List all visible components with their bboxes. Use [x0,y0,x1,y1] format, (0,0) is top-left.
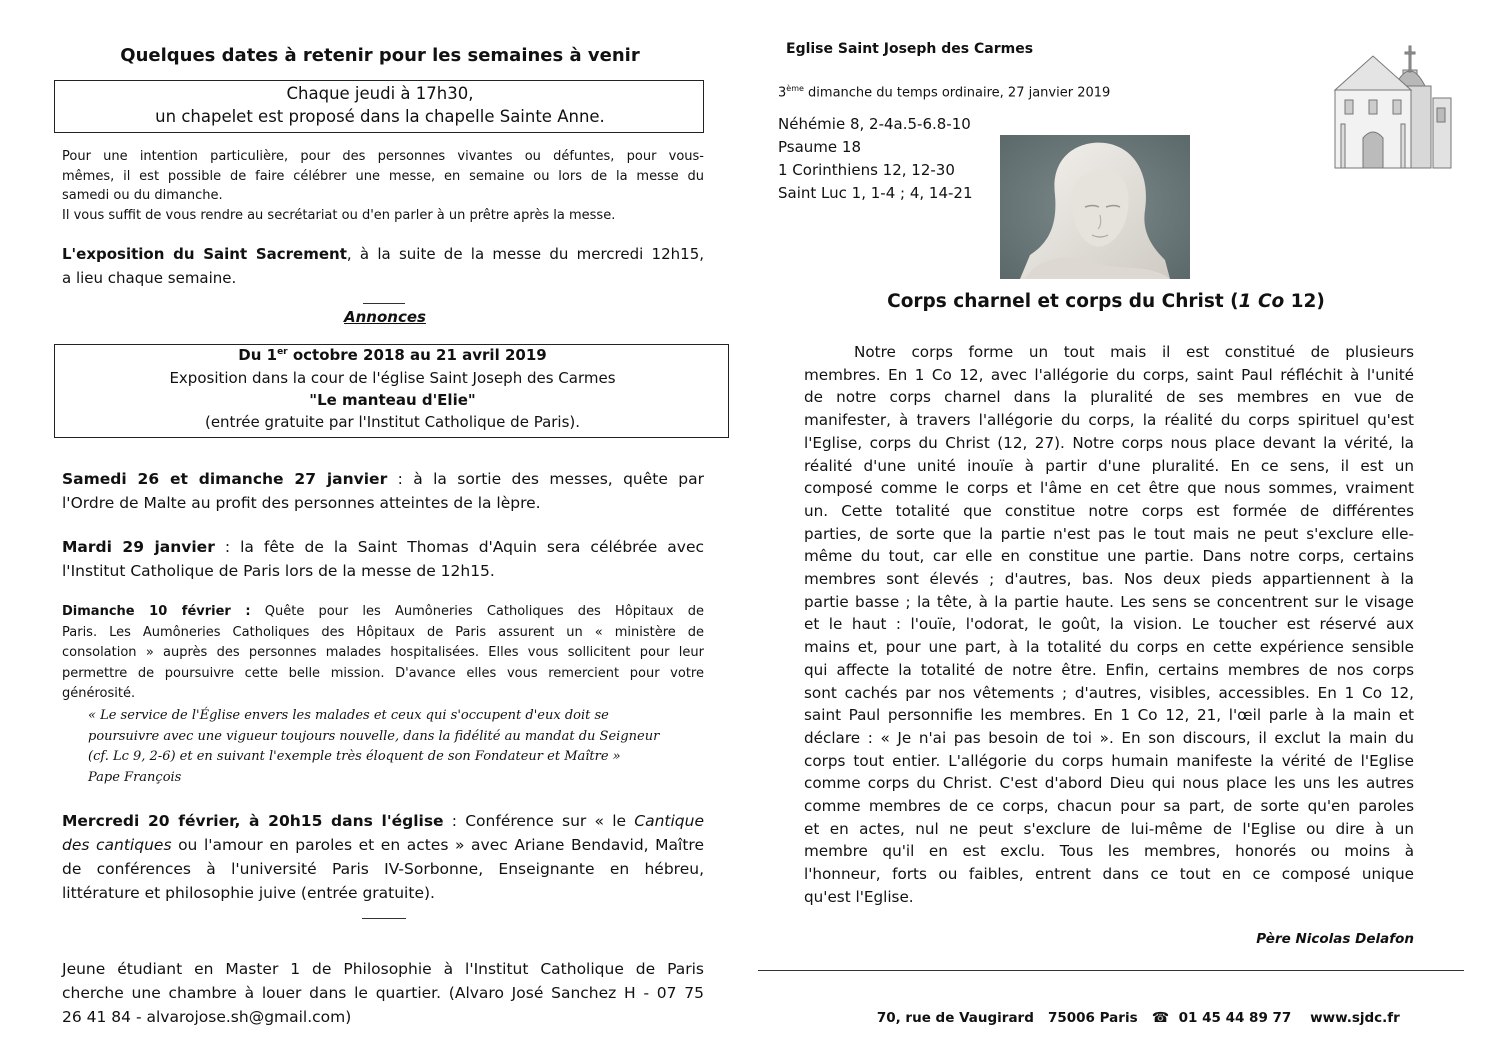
article-body [804,341,1414,909]
dimanche-bold: Dimanche 10 février : [62,604,251,619]
reading-item: Psaume 18 [778,138,861,156]
intention-line: mêmes, il est possible de faire célébrer une messe, en semaine ou lors de la messe du [62,168,704,184]
footer-web[interactable]: www.sjdc.fr [1310,1010,1400,1026]
body-line: un. Cette totalité que constitue notre corps est formée de différentes [804,501,1414,520]
mercredi-paragraph: Mercredi 20 février, à 20h15 dans l'église : Conférence sur « le Cantique des cantiques ou l'amour en paroles et en actes » avec Ariane Bendavid, Maître de conférences à l'université Paris IV-Sorbonne, Enseignante en hébreu, littérature et philosophie juive (entrée gratuite). [62,812,704,902]
body-line: déclare : « Je n'ai pas besoin de toi ». En son discours, il exclut la main du [804,728,1414,747]
samedi-paragraph: Samedi 26 et dimanche 27 janvier : à la sortie des messes, quête par l'Ordre de Malte au profit des personnes atteintes de la lèpre. [62,467,704,515]
intention-line: samedi ou du dimanche. [62,188,223,203]
body-line: qu'est l'Eglise. [804,887,914,906]
readings-list [778,113,973,205]
body-line: comme corps du Christ. C'est d'abord Dieu qui nous place les uns les autres [804,774,1414,793]
footer-address: 70, rue de Vaugirard 75006 Paris [876,1010,1138,1026]
body-line: saint Paul personnifie les membres. En 1 Co 12, 21, l'œil parle à la main et [804,706,1414,725]
church-name: Eglise Saint Joseph des Carmes [786,41,1034,57]
body-line: composé comme le corps et l'âme en cet être que nous sommes, vraiment [804,479,1414,498]
dimanche-paragraph: Dimanche 10 février : Quête pour les Aumôneries Catholiques des Hôpitaux de Paris. Les Aumôneries Catholiques des Hôpitaux de Paris assurent un « ministère de consolation » auprès des personnes malades hospitalisées. Elles vous sollicitent pour leur permettre de poursuivre cette belle mission. D'avance elles vous remercient pour votre générosité. [62,604,704,701]
body-line: et en actes, nul ne peut s'exclure de lui-même de l'Eglise ou dire à un [804,819,1414,838]
footer-phone: 01 45 44 89 77 [1178,1010,1292,1026]
phone-icon: ☎ [1151,1010,1170,1026]
body-line: manifester, à travers l'allégorie du corps, la réalité du corps spirituel qu'est [804,411,1414,430]
body-line: de notre corps charnel dans la pluralité de ses membres en vue de [804,388,1414,407]
expo-line2: Exposition dans la cour de l'église Saint Joseph des Carmes [169,369,616,387]
body-line: l'honneur, forts ou faibles, entrent dans ce tout en ce composé unique [804,865,1414,884]
divider [362,918,406,919]
body-line: qui affecte la totalité de notre être. Enfin, certains membres de nos corps [804,660,1414,679]
exposition-box [54,344,729,438]
chapelet-box [54,80,704,133]
body-line: et le haut : l'ouïe, l'odorat, le goût, la vision. Le toucher est réservé aux [804,615,1414,634]
body-line: membres. En 1 Co 12, avec l'allégorie du corps, saint Paul réfléchit à l'unité [804,365,1414,384]
jeune-paragraph: Jeune étudiant en Master 1 de Philosophie à l'Institut Catholique de Paris cherche une chambre à louer dans le quartier. (Alvaro José Sanchez H - 07 75 26 41 84 - alvarojose.sh@gmail.com) [62,960,704,1026]
body-line: parties, de sorte que la partie n'est pas le tout mais ne peut s'exclure elle- [804,524,1414,543]
expo-line4: (entrée gratuite par l'Institut Catholique de Paris). [204,413,581,431]
chapelet-line2: un chapelet est proposé dans la chapelle Sainte Anne. [155,107,605,126]
body-line: membre qu'il en est exclu. Tous les membres, honorés ou moins à [804,842,1414,861]
annonces-title: Annonces [344,308,426,326]
body-line: réalité d'une unité inouïe à partir d'une pluralité. En ce sens, il est un [804,456,1414,475]
expo-title: "Le manteau d'Elie" [309,391,476,409]
body-line: l'Eglise, corps du Christ (12, 27). Notre corps nous place devant la vérité, la [804,433,1414,452]
chapelet-line1: Chaque jeudi à 17h30, [286,84,474,103]
exposition-bold: L'exposition du Saint Sacrement [62,245,347,263]
footer [858,994,1400,1042]
body-line: sont cachés par nos vêtements ; d'autres, visibles, accessibles. En 1 Co 12, [804,683,1414,702]
sunday-line: 3ème dimanche du temps ordinaire, 27 janvier 2019 [778,84,1111,101]
intention-line: Il vous suffit de vous rendre au secrétariat ou d'en parler à un prêtre après la messe. [62,207,616,223]
article-title: Corps charnel et corps du Christ (1 Co 12) [887,291,1325,312]
mardi-bold: Mardi 29 janvier [62,538,215,556]
intention-paragraph [62,147,704,225]
exposition-line2: a lieu chaque semaine. [62,269,237,287]
mardi-line2: l'Institut Catholique de Paris lors de la messe de 12h15. [62,562,495,580]
body-line: comme membres de ce corps, chacun pour sa part, de sorte qu'en paroles [804,797,1414,816]
exposition-paragraph [62,242,704,290]
dates-heading: Quelques dates à retenir pour les semaines à venir [120,45,640,66]
intention-line: Pour une intention particulière, pour des personnes vivantes ou défuntes, pour vous- [62,149,704,164]
church-drawing [1325,28,1455,170]
mardi-paragraph: Mardi 29 janvier : la fête de la Saint Thomas d'Aquin sera célébrée avec l'Institut Catholique de Paris lors de la messe de 12h15. [62,535,704,583]
samedi-bold: Samedi 26 et dimanche 27 janvier [62,470,388,488]
mercredi-bold: Mercredi 20 février, à 20h15 dans l'église [62,812,444,830]
reading-item: Néhémie 8, 2-4a.5-6.8-10 [778,115,971,133]
exposition-rest: , à la suite de la messe du mercredi 12h15, [346,245,704,263]
body-line: même du tout, car elle en constitue une partie. Dans notre corps, certains [804,547,1414,566]
body-line: membres sont élevés ; d'autres, bas. Nos deux pieds appartiennent à la [804,570,1414,589]
statue-image [1000,135,1190,279]
samedi-line2: l'Ordre de Malte au profit des personnes atteintes de la lèpre. [62,494,541,512]
reading-item: 1 Corinthiens 12, 12-30 [778,161,955,179]
divider [363,303,405,304]
body-line: Notre corps forme un tout mais il est constitué de plusieurs [854,343,1414,361]
signature: Père Nicolas Delafon [1256,931,1414,947]
reading-item: Saint Luc 1, 1-4 ; 4, 14-21 [778,184,973,202]
body-line: partie basse ; la tête, à la partie haute. Les sens se concentrent sur le visage [804,592,1414,611]
footer-rule [758,970,1464,971]
body-line: mains et, pour une part, à la totalité du corps en cette expérience sensible [804,638,1414,657]
expo-dates: Du 1er octobre 2018 au 21 avril 2019 [238,346,547,364]
body-line: corps tout entier. L'allégorie du corps humain manifeste la vérité de l'Eglise [804,751,1414,770]
pope-quote: « Le service de l'Église envers les malades et ceux qui s'occupent d'eux doit se poursuivre avec une vigueur toujours nouvelle, dans la fidélité au mandat du Seigneur (cf. Lc 9, 2-6) et en suivant l'exemple très éloquent de son Fondateur et Maître » Pape François [88,708,660,785]
